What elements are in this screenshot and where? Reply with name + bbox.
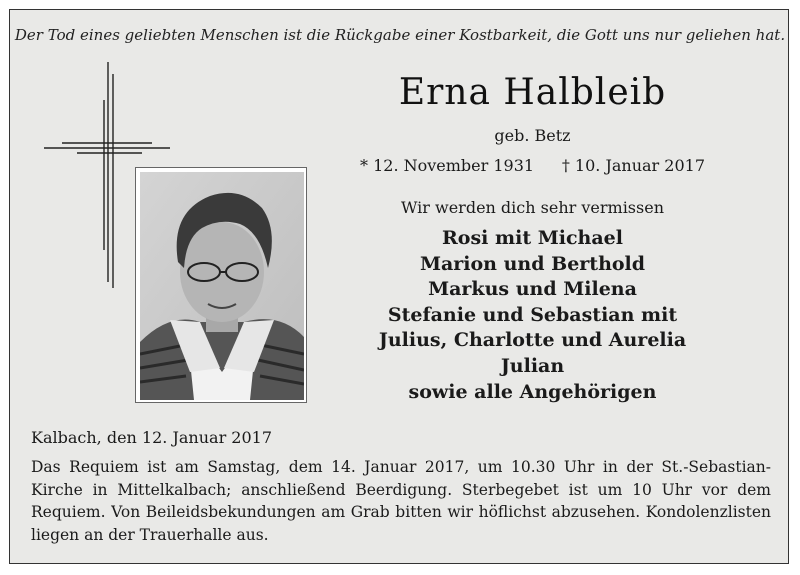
obituary-card [9,9,789,564]
maiden-name: geb. Betz [494,126,571,145]
deceased-name: Erna Halbleib [398,72,667,113]
family-line: Markus und Milena [428,278,637,301]
death-date: † 10. Januar 2017 [561,156,705,175]
family-list [360,226,705,405]
family-line: Julian [500,354,565,377]
requiem-info: Das Requiem ist am Samstag, dem 14. Januar 2017, um 10.30 Uhr in der St.-Sebastian-Kirche in Mittelkalbach; anschließend Beerdigung. Sterbegebet ist um 10 Uhr vor dem Requiem. Von Beileidsbekundungen am Grab bitten wir höflichst abzusehen. Kondolenzlisten liegen an der Trauerhalle aus. [31,458,771,544]
family-line: Rosi mit Michael [442,227,623,249]
photo-frame [135,167,307,403]
memorial-quote: Der Tod eines geliebten Menschen ist die Rückgabe einer Kostbarkeit, die Gott uns nur geliehen hat. [14,26,786,44]
miss-line: Wir werden dich sehr vermissen [401,198,664,217]
family-line: Stefanie und Sebastian mit [387,303,678,326]
life-dates [360,156,705,175]
portrait-photo [140,172,304,400]
birth-date: * 12. November 1931 [360,156,535,175]
family-line: Julius, Charlotte und Aurelia [378,329,687,352]
family-line: Marion und Berthold [419,252,646,275]
family-line: sowie alle Angehörigen [408,380,657,403]
place-date: Kalbach, den 12. Januar 2017 [31,428,273,447]
